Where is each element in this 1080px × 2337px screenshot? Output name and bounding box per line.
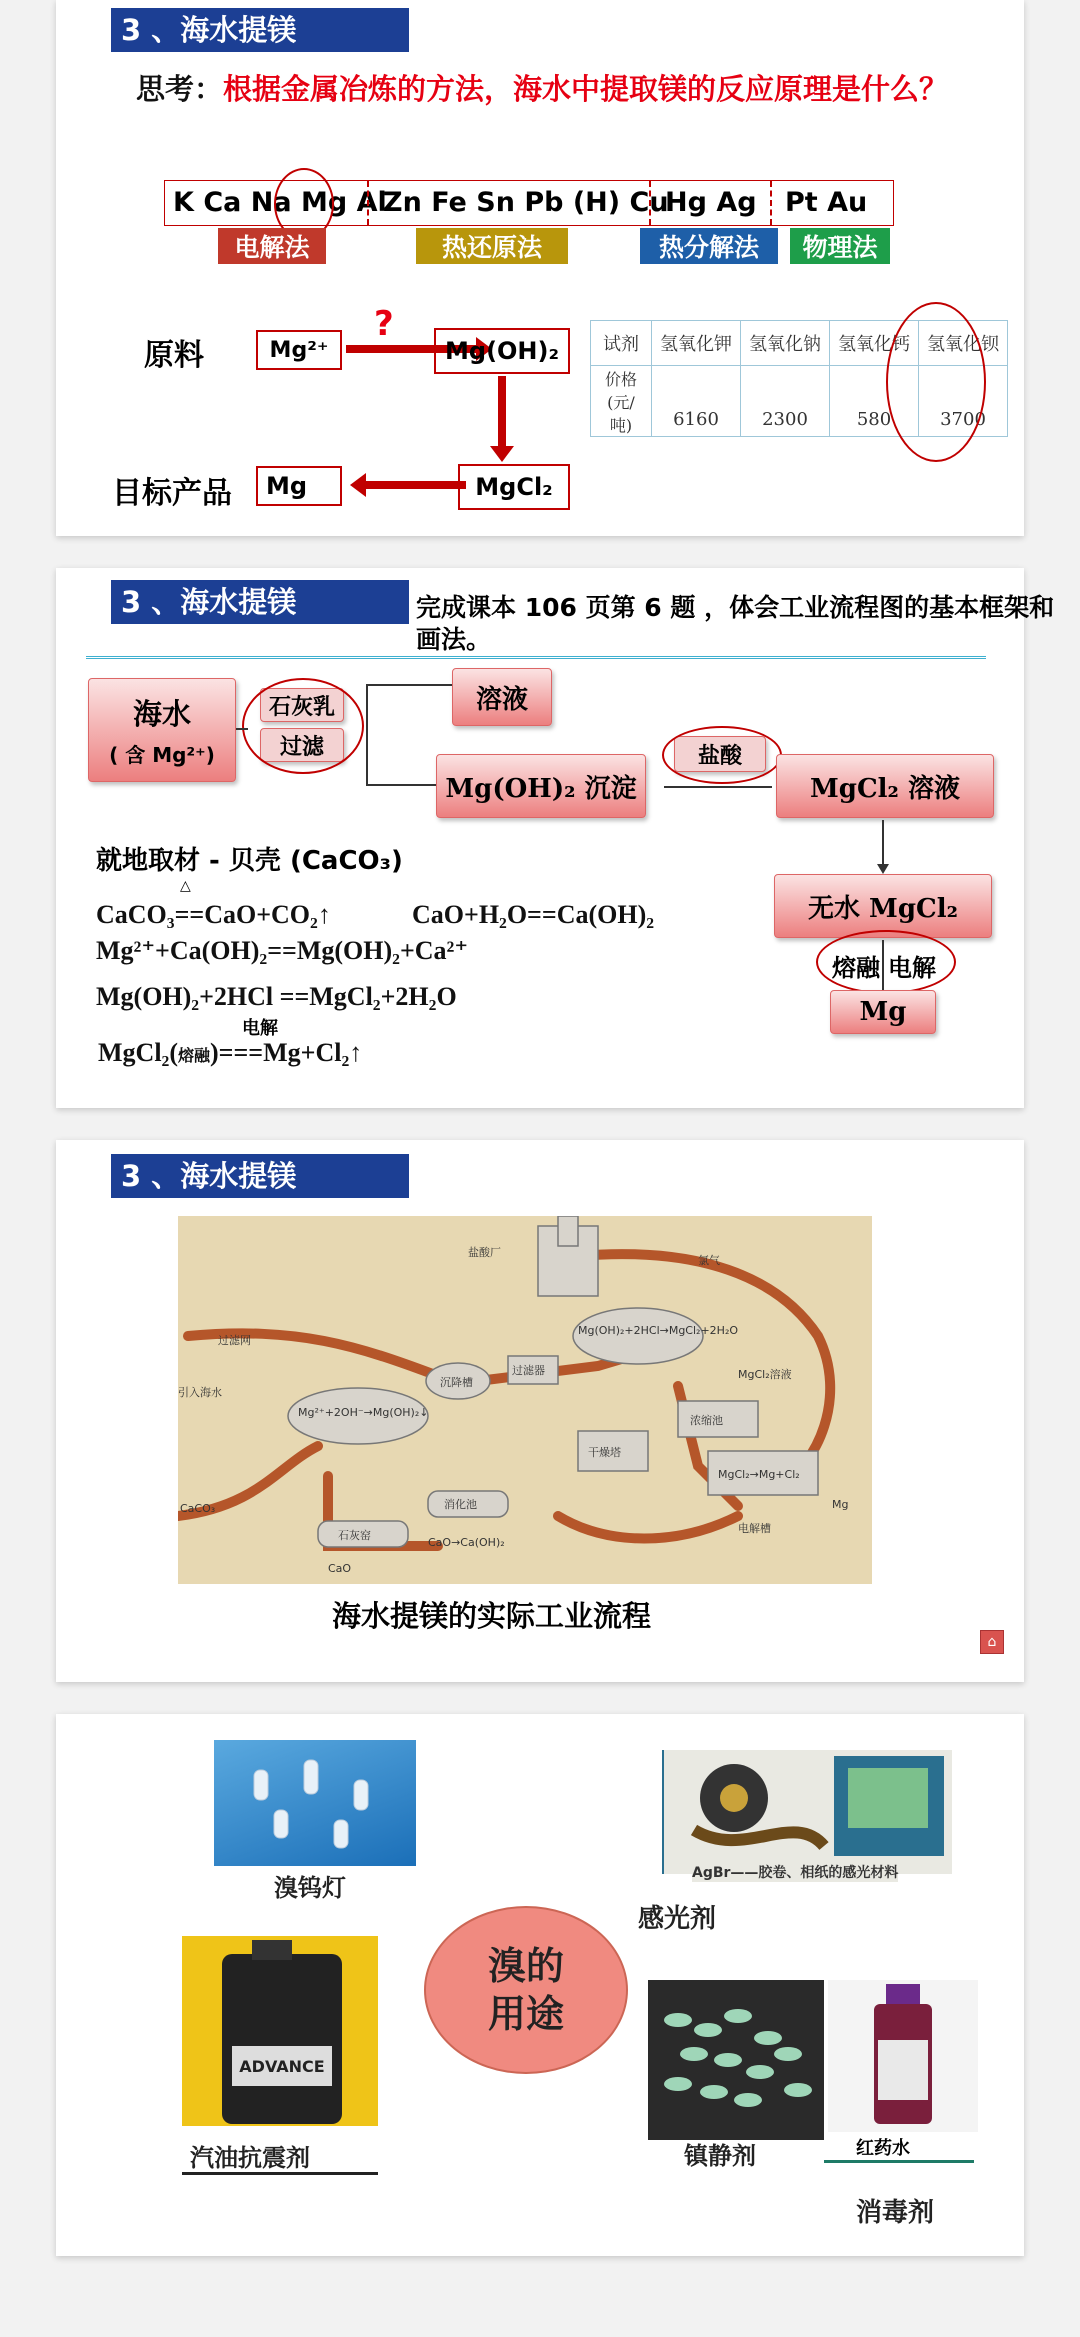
table-cell: 2300 — [741, 366, 830, 437]
table-cell: 3700 — [919, 366, 1008, 437]
photosensitizer-label: 感光剂 — [638, 1904, 717, 1934]
table-header: 试剂 — [591, 321, 652, 366]
pills-icon — [648, 1980, 824, 2140]
slide-header: 3 、海水提镁 — [111, 580, 409, 624]
equation-5-right: )===Mg+Cl₂↑ — [210, 1038, 363, 1067]
table-header: 氢氧化钡 — [919, 321, 1008, 366]
electrolysis-condition: 电解 — [242, 1018, 278, 1039]
method-thermal-reduction: 热还原法 — [416, 228, 568, 264]
arrow-line — [236, 728, 248, 730]
arrow-left — [366, 481, 466, 489]
solution-box: 溶液 — [452, 668, 552, 726]
divider — [649, 181, 651, 225]
condition-highlight-ellipse — [816, 930, 956, 994]
arrow-head — [350, 473, 366, 497]
diagram-label: Mg(OH)₂+2HCl→MgCl₂+2H₂O — [578, 1324, 739, 1337]
mg-product-box: Mg — [256, 466, 342, 506]
slide-industrial-process — [56, 1140, 1024, 1682]
disinfectant-label: 消毒剂 — [856, 2198, 935, 2228]
arrow-down — [498, 376, 506, 446]
film-caption: AgBr——胶卷、相纸的感光材料 — [692, 1862, 898, 1882]
question — [136, 70, 996, 108]
sedative-label: 镇静剂 — [684, 2142, 756, 2170]
equation-5-melt: 熔融 — [178, 1046, 211, 1065]
home-icon[interactable]: ⌂ — [980, 1630, 1004, 1654]
heat-condition: △ — [180, 878, 191, 894]
metal-group-decomposition: Hg Ag — [665, 187, 757, 218]
medicine-bottle-icon — [828, 1980, 978, 2132]
equation-3: Mg²⁺+Ca(OH)₂==Mg(OH)₂+Ca²⁺ — [96, 936, 469, 965]
metal-group-reduction: Zn Fe Sn Pb (H) Cu — [383, 187, 669, 218]
lime-milk-box: 石灰乳 — [260, 688, 344, 722]
seawater-box — [88, 678, 236, 782]
equation-4: Mg(OH)₂+2HCl ==MgCl₂+2H₂O — [96, 982, 457, 1011]
table-cell: 580 — [830, 366, 919, 437]
sedative-photo — [648, 1980, 824, 2140]
diagram-label: 浓缩池 — [690, 1414, 723, 1427]
oil-bottle-icon — [182, 1936, 378, 2126]
equation-1: CaCO₃==CaO+CO₂↑ — [96, 900, 331, 929]
target-product-label: 目标产品 — [112, 476, 232, 511]
lamp-photo — [214, 1740, 416, 1866]
red-medicine-photo — [828, 1980, 978, 2132]
question-mark: ? — [374, 304, 394, 344]
precipitate-box: Mg(OH)₂ 沉淀 — [436, 754, 646, 818]
oil-brand: ADVANCE — [239, 2057, 325, 2076]
diagram-label: 电解槽 — [738, 1522, 771, 1535]
metal-group-electrolysis: K Ca Na Mg Al — [173, 187, 387, 218]
table-header: 氢氧化钙 — [830, 321, 919, 366]
arrow-down-line — [882, 820, 884, 870]
question-prefix: 思考： — [136, 72, 224, 106]
reagent-highlight-ellipse — [242, 678, 364, 774]
mgoh2-box: Mg(OH)₂ — [434, 328, 570, 374]
diagram-label: CaO→Ca(OH)₂ — [428, 1536, 505, 1549]
hcl-highlight-ellipse — [662, 726, 782, 784]
diagram-label: 石灰窑 — [338, 1529, 371, 1542]
diagram-label: 氯气 — [698, 1254, 720, 1267]
hcl-box: 盐酸 — [674, 736, 766, 772]
diagram-label: CaO — [328, 1562, 352, 1575]
equation-2: CaO+H₂O==Ca(OH)₂ — [412, 900, 655, 929]
arrow-head — [877, 864, 889, 874]
diagram-label: 干燥塔 — [588, 1446, 621, 1459]
slide-header: 3 、海水提镁 — [111, 8, 409, 52]
film-roll-icon — [664, 1750, 954, 1874]
mgcl2-box: MgCl₂ — [458, 464, 570, 510]
arrow-head — [490, 446, 514, 462]
seawater-sub: ( 含 Mg²⁺) — [109, 743, 215, 767]
metal-group-physical: Pt Au — [785, 187, 868, 218]
oil-photo — [182, 1936, 378, 2126]
mgcl2-solution-box: MgCl₂ 溶液 — [776, 754, 994, 818]
method-thermal-decomposition: 热分解法 — [640, 228, 778, 264]
oil-caption: 汽油抗震剂 — [190, 2144, 310, 2172]
slide-bromine-uses — [56, 1714, 1024, 2256]
process-caption: 海水提镁的实际工业流程 — [332, 1599, 652, 1633]
oil-underline — [182, 2172, 378, 2175]
divider — [770, 181, 772, 225]
diagram-label: 盐酸厂 — [468, 1246, 501, 1259]
method-physical: 物理法 — [790, 228, 890, 264]
diagram-label: 过滤网 — [218, 1334, 251, 1347]
divider — [367, 181, 369, 225]
divider-line — [86, 656, 986, 659]
red-medicine-label: 红药水 — [856, 2138, 910, 2159]
slide-magnesium-principle — [56, 0, 1024, 536]
diagram-label: 过滤器 — [512, 1364, 545, 1377]
arrow-line — [664, 786, 772, 788]
raw-material-label: 原料 — [144, 338, 204, 373]
anhydrous-mgcl2-box: 无水 MgCl₂ — [774, 874, 992, 938]
industrial-process-diagram — [178, 1216, 872, 1584]
electrolysis-label: 电解 — [888, 954, 936, 982]
slide-industrial-flow — [56, 568, 1055, 1108]
branch-vertical — [366, 684, 368, 784]
table-cell: 6160 — [652, 366, 741, 437]
calcium-hydroxide-highlight-ellipse — [886, 302, 986, 462]
instruction-text: 完成课本 106 页第 6 题 ，体会工业流程图的基本框架和画法。 — [416, 593, 1055, 654]
bromine-uses-title: 溴的用途 — [487, 1944, 564, 2036]
method-electrolysis: 电解法 — [218, 228, 326, 264]
equation-5-left: MgCl₂( — [98, 1038, 178, 1067]
mg-product-box: Mg — [830, 990, 936, 1034]
diagram-label: Mg — [832, 1498, 849, 1511]
bromine-uses-bubble — [424, 1906, 628, 2074]
diagram-label: MgCl₂溶液 — [738, 1368, 792, 1381]
diagram-label: CaCO₃ — [180, 1502, 216, 1515]
diagram-label: 引入海水 — [178, 1386, 222, 1399]
question-text: 根据金属冶炼的方法，海水中提取镁的反应原理是什么？ — [223, 72, 949, 106]
factory-tower — [558, 1216, 578, 1246]
local-material-text: 就地取材 - 贝壳 (CaCO₃) — [96, 846, 403, 876]
melt-label: 熔融 — [832, 954, 880, 982]
filter-box: 过滤 — [260, 728, 344, 762]
table-header: 氢氧化钾 — [652, 321, 741, 366]
lamp-caption: 溴钨灯 — [274, 1874, 346, 1902]
mg-ion-box: Mg²⁺ — [256, 330, 342, 370]
red-medicine-underline — [824, 2160, 974, 2163]
table-header: 氢氧化钠 — [741, 321, 830, 366]
diagram-label: 消化池 — [444, 1498, 477, 1511]
equation-5 — [98, 1038, 362, 1068]
diagram-label: Mg²⁺+2OH⁻→Mg(OH)₂↓ — [298, 1406, 429, 1419]
slide-header: 3 、海水提镁 — [111, 1154, 409, 1198]
seawater-label: 海水 — [132, 697, 191, 731]
table-row-label: 价格(元/吨) — [591, 366, 652, 437]
diagram-label: MgCl₂→Mg+Cl₂ — [718, 1468, 800, 1481]
lamp-bulbs-icon — [214, 1740, 416, 1866]
branch-top — [366, 684, 456, 686]
diagram-label: 沉降槽 — [440, 1376, 473, 1389]
film-photo — [662, 1750, 952, 1874]
